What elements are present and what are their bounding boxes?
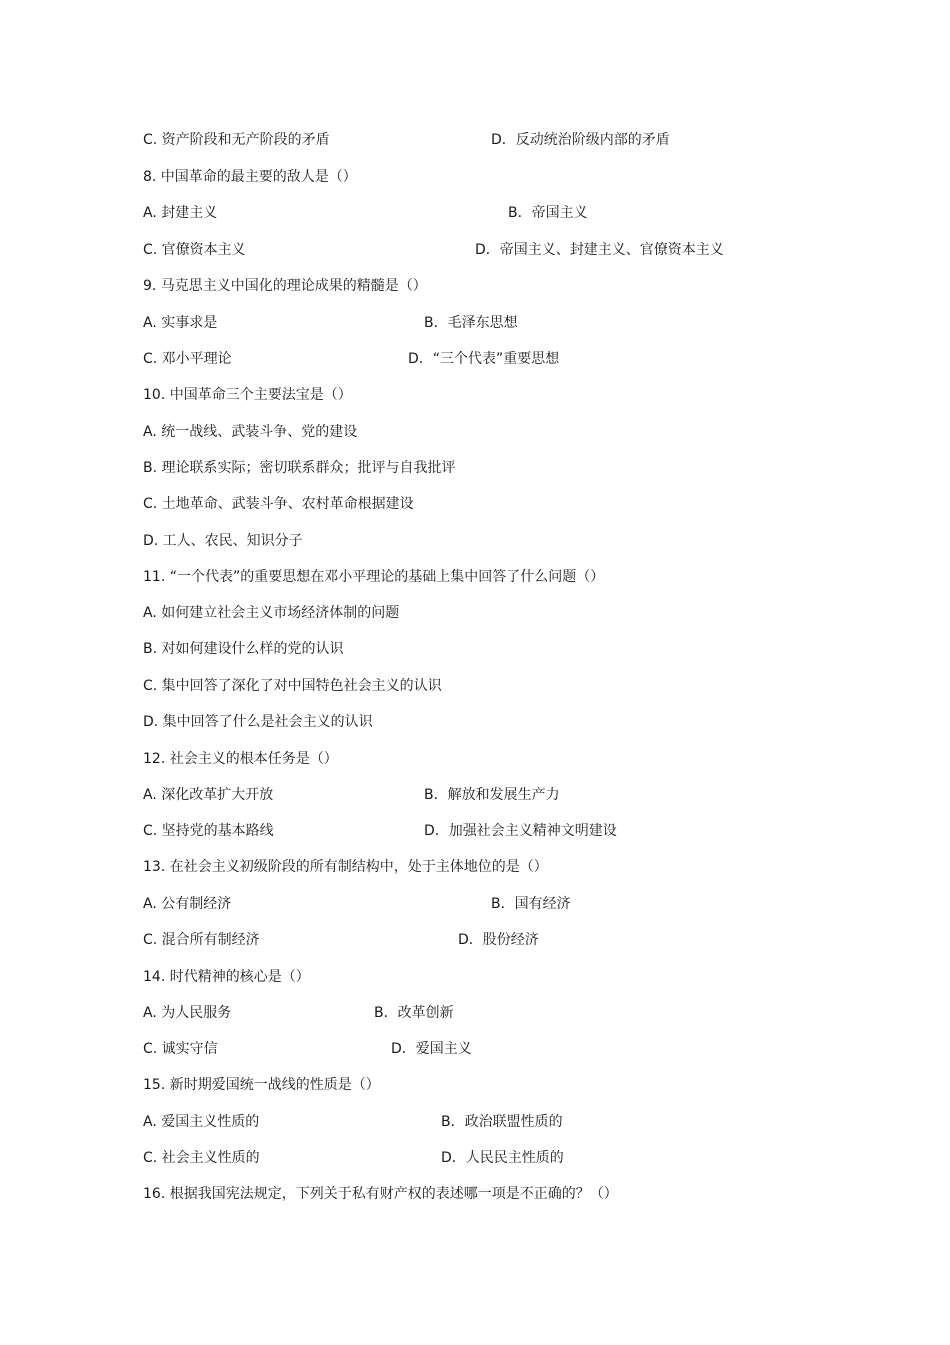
- question-14: 14. 时代精神的核心是（）: [143, 969, 310, 985]
- option-c: C. 土地革命、武装斗争、农村革命根据建设: [143, 496, 414, 512]
- option-d: D．爱国主义: [391, 1041, 472, 1057]
- question-15: 15. 新时期爱国统一战线的性质是（）: [143, 1077, 380, 1093]
- option-b: B．毛泽东思想: [424, 315, 518, 331]
- option-a: A. 封建主义: [143, 205, 218, 221]
- question-8: 8. 中国革命的最主要的敌人是（）: [143, 169, 357, 185]
- option-d: D．帝国主义、封建主义、官僚资本主义: [475, 242, 724, 258]
- option-d: D．加强社会主义精神文明建设: [424, 823, 617, 839]
- option-c: C. 混合所有制经济: [143, 932, 260, 948]
- option-b: B．帝国主义: [508, 205, 588, 221]
- option-a: A. 深化改革扩大开放: [143, 787, 274, 803]
- option-c: C. 资产阶段和无产阶段的矛盾: [143, 132, 330, 148]
- question-16: 16. 根据我国宪法规定，下列关于私有财产权的表述哪一项是不正确的？（）: [143, 1186, 618, 1202]
- question-10: 10. 中国革命三个主要法宝是（）: [143, 387, 352, 403]
- option-d: D. 工人、农民、知识分子: [143, 533, 303, 549]
- option-c: C. 社会主义性质的: [143, 1150, 260, 1166]
- option-a: A. 统一战线、武装斗争、党的建设: [143, 424, 358, 440]
- option-d: D．“三个代表”重要思想: [408, 351, 560, 367]
- option-c: C. 坚持党的基本路线: [143, 823, 274, 839]
- option-a: A. 公有制经济: [143, 896, 232, 912]
- option-a: A. 如何建立社会主义市场经济体制的问题: [143, 605, 400, 621]
- option-a: A. 爱国主义性质的: [143, 1114, 260, 1130]
- option-b: B．改革创新: [374, 1005, 454, 1021]
- option-d: D．股份经济: [458, 932, 539, 948]
- question-13: 13. 在社会主义初级阶段的所有制结构中，处于主体地位的是（）: [143, 859, 548, 875]
- option-d: D. 集中回答了什么是社会主义的认识: [143, 714, 373, 730]
- option-b: B. 对如何建设什么样的党的认识: [143, 641, 344, 657]
- question-12: 12. 社会主义的根本任务是（）: [143, 751, 338, 767]
- question-9: 9. 马克思主义中国化的理论成果的精髓是（）: [143, 278, 427, 294]
- option-b: B．国有经济: [491, 896, 571, 912]
- option-b: B．解放和发展生产力: [424, 787, 560, 803]
- option-d: D．反动统治阶级内部的矛盾: [491, 132, 670, 148]
- option-c: C. 集中回答了深化了对中国特色社会主义的认识: [143, 678, 442, 694]
- option-b: B. 理论联系实际；密切联系群众；批评与自我批评: [143, 460, 456, 476]
- option-a: A. 为人民服务: [143, 1005, 232, 1021]
- option-b: B．政治联盟性质的: [441, 1114, 563, 1130]
- option-a: A. 实事求是: [143, 315, 218, 331]
- question-11: 11. “一个代表”的重要思想在邓小平理论的基础上集中回答了什么问题（）: [143, 569, 605, 585]
- option-c: C. 诚实守信: [143, 1041, 218, 1057]
- option-c: C. 官僚资本主义: [143, 242, 246, 258]
- option-c: C. 邓小平理论: [143, 351, 232, 367]
- option-d: D．人民民主性质的: [441, 1150, 564, 1166]
